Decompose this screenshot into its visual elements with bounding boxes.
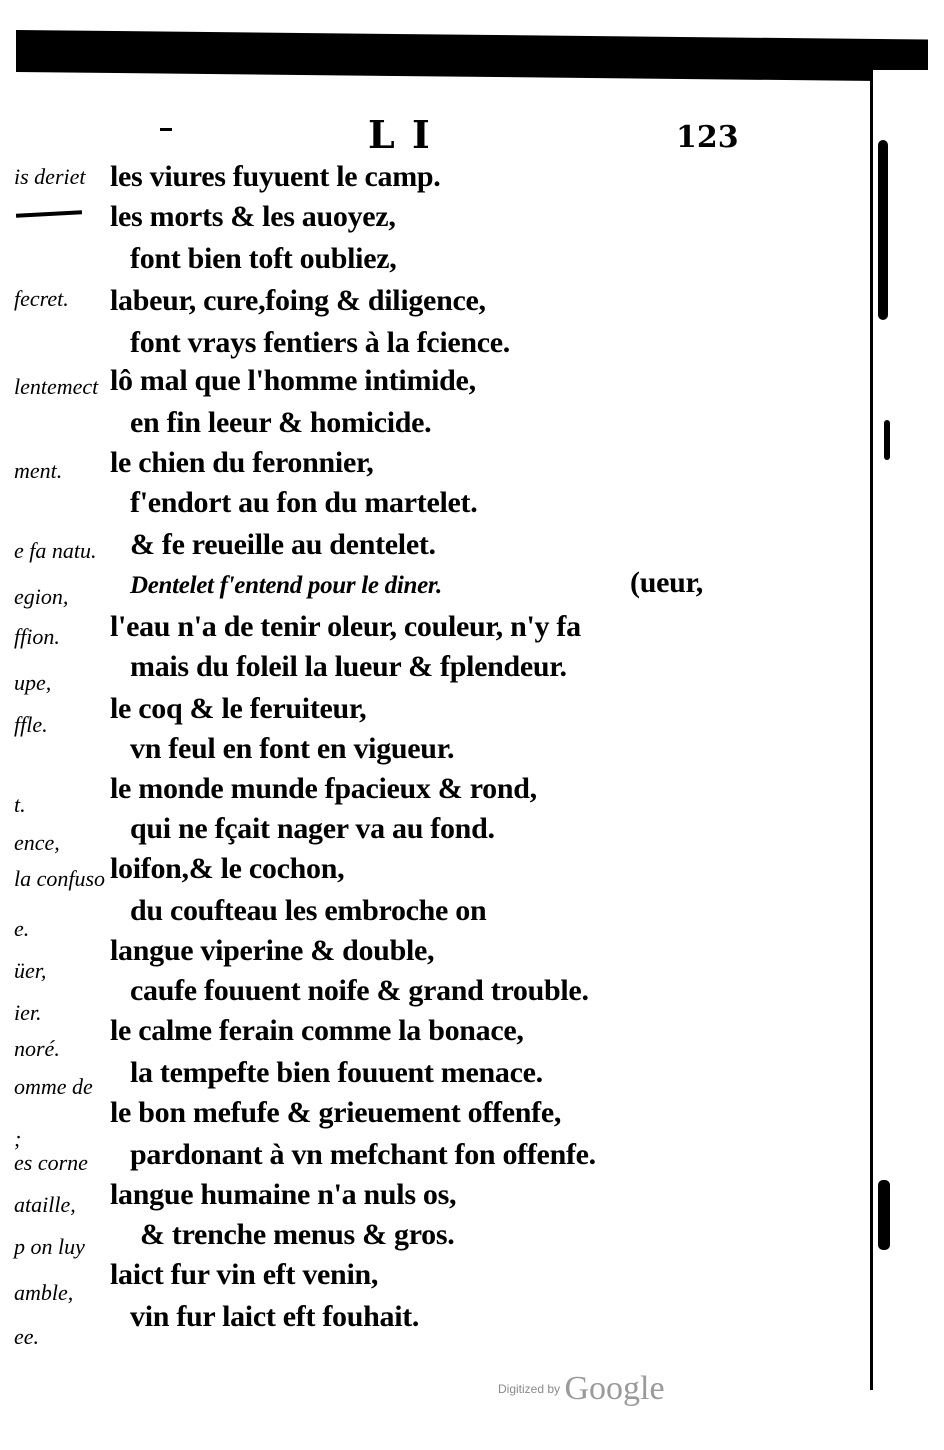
margin-note: t. [14,792,26,817]
verse-line: labeur, cure,foing & diligence, [110,284,486,317]
margin-note: ataille, [14,1192,76,1217]
margin-note: es corne [14,1150,88,1175]
margin-note: is deriet [14,164,86,189]
verse-line: & fe reueille au dentelet. [130,528,436,561]
verse-line: f'endort au fon du martelet. [130,486,478,519]
margin-note: noré. [14,1036,60,1061]
fold-shadow [878,140,888,320]
margin-note: amble, [14,1280,74,1305]
verse-line: en fin leeur & homicide. [130,406,432,439]
margin-note: e. [14,916,30,941]
verse-line: le coq & le feruiteur, [110,692,367,725]
fold-shadow [884,420,890,460]
verse-line: lô mal que l'homme intimide, [110,364,476,397]
margin-note: ee. [14,1324,40,1349]
margin-note: egion, [14,584,69,609]
margin-note: ffion. [14,624,60,649]
verse-line: laict fur vin eft venin, [110,1258,379,1291]
verse-line: & trenche menus & gros. [140,1218,455,1251]
margin-note: e fa natu. [14,538,97,563]
verse-line: le bon mefufe & grieuement offenfe, [110,1096,562,1129]
margin-note: omme de [14,1074,93,1099]
verse-line: langue viperine & double, [110,934,435,967]
margin-note: upe, [14,670,52,695]
header-dash [160,128,172,131]
verse-line: la tempefte bien fouuent menace. [130,1056,543,1089]
verse-line: font bien toft oubliez, [130,242,397,275]
margin-rule [16,210,82,217]
digitization-watermark [498,1370,665,1408]
watermark-prefix: Digitized by [498,1382,561,1396]
verse-line: langue humaine n'a nuls os, [110,1178,457,1211]
margin-note: ; [14,1126,22,1151]
verse-line: les viures fuyuent le camp. [110,160,441,193]
margin-note: ier. [14,1000,42,1025]
verse-gloss: Dentelet f'entend pour le diner. [130,572,442,599]
verse-line: le calme ferain comme la bonace, [110,1014,524,1047]
verse-line: pardonant à vn mefchant fon offenfe. [130,1138,596,1171]
margin-note: ence, [14,830,60,855]
verse-overflow: (ueur, [630,566,703,599]
verse-line: font vrays fentiers à la fcience. [130,326,510,359]
fold-shadow [878,1180,890,1250]
margin-note: ffle. [14,712,48,737]
verse-line: loifon,& le cochon, [110,852,345,885]
margin-note: fecret. [14,286,69,311]
verse-line: le chien du feronnier, [110,446,374,479]
page-edge-shadow [16,30,928,82]
verse-line: du coufteau les embroche on [130,894,487,927]
margin-note: lentemect [14,374,99,399]
verse-line: l'eau n'a de tenir oleur, couleur, n'y fa [110,610,581,643]
margin-note: üer, [14,958,47,983]
verse-line: qui ne fçait nager va au fond. [130,812,495,845]
margin-note: p on luy [14,1234,85,1259]
verse-line: vin fur laict eft fouhait. [130,1300,420,1333]
verse-line: les morts & les auoyez, [110,200,396,233]
verse-line: caufe fouuent noife & grand trouble. [130,974,589,1007]
verse-line: vn feul en font en vigueur. [130,732,455,765]
running-head-title: L I [368,112,432,157]
watermark-brand: Google [564,1370,665,1407]
margin-note: la confuso [14,866,106,891]
verse-line: le monde munde fpacieux & rond, [110,772,537,805]
margin-note: ment. [14,458,63,483]
page-number: 123 [676,120,739,155]
verse-line: mais du foleil la lueur & fplendeur. [130,650,567,683]
